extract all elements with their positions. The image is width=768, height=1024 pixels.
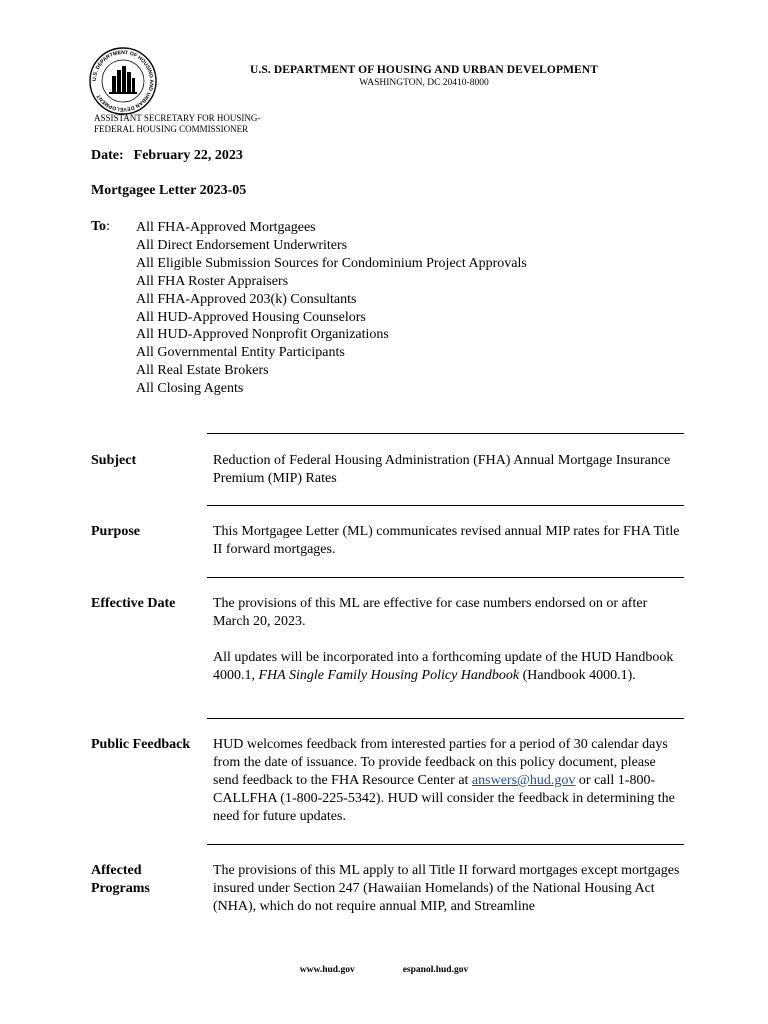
recipient-item: All Direct Endorsement Underwriters xyxy=(136,237,348,253)
footer-link-espanol[interactable]: espanol.hud.gov xyxy=(402,965,469,975)
effective-date-text: The provisions of this ML are effective for case numbers endorsed on or after March 20, 2023. xyxy=(213,596,648,629)
section-divider xyxy=(207,844,684,845)
section-divider xyxy=(207,433,684,434)
affected-label-line2: Programs xyxy=(91,881,150,896)
recipient-list xyxy=(136,219,527,398)
section-divider xyxy=(207,505,684,506)
footer xyxy=(0,965,768,975)
subject-label: Subject xyxy=(91,453,137,468)
effective-date-body xyxy=(213,595,683,685)
recipient-item: All Real Estate Brokers xyxy=(136,363,269,379)
section-divider xyxy=(207,718,684,719)
to-label-text: To xyxy=(91,219,107,234)
date-value: February 22, 2023 xyxy=(133,148,243,163)
affected-programs-label xyxy=(91,862,150,898)
feedback-email-link[interactable]: answers@hud.gov xyxy=(471,773,576,788)
affected-label-line1: Affected xyxy=(91,863,142,878)
recipient-item: All FHA-Approved Mortgagees xyxy=(136,220,316,235)
recipient-item: All HUD-Approved Nonprofit Organizations xyxy=(136,327,389,343)
seal-ring-text: U.S. DEPARTMENT OF HOUSING AND URBAN DEVELOPMENT xyxy=(91,49,155,113)
office-line-2: FEDERAL HOUSING COMMISSIONER xyxy=(94,124,249,134)
recipient-item: All HUD-Approved Housing Counselors xyxy=(136,309,366,325)
to-label-colon: : xyxy=(106,219,110,234)
department-address: WASHINGTON, DC 20410-8000 xyxy=(359,78,489,88)
handbook-title: FHA Single Family Housing Policy Handbook xyxy=(258,668,520,683)
recipient-item: All Closing Agents xyxy=(136,381,244,397)
purpose-label: Purpose xyxy=(91,524,140,539)
handbook-text-before: All updates will be incorporated into a forthcoming update of the HUD Handbook 4000.1, xyxy=(213,650,674,683)
letter-id: Mortgagee Letter 2023-05 xyxy=(91,183,247,198)
feedback-text-after: or call 1-800-CALLFHA (1-800-225-5342). HUD will consider the feedback in determining the need for future updates. xyxy=(213,773,675,824)
public-feedback-text xyxy=(213,736,683,826)
office-line-1: ASSISTANT SECRETARY FOR HOUSING- xyxy=(94,113,261,123)
date-label: Date: xyxy=(91,148,124,163)
to-label xyxy=(91,219,110,235)
recipient-item: All Eligible Submission Sources for Condominium Project Approvals xyxy=(136,255,527,271)
purpose-text: This Mortgagee Letter (ML) communicates revised annual MIP rates for FHA Title II forward mortgages. xyxy=(213,524,680,557)
section-divider xyxy=(207,577,684,578)
footer-link-hud[interactable]: www.hud.gov xyxy=(299,965,355,975)
date-line xyxy=(91,148,243,164)
recipient-item: All Governmental Entity Participants xyxy=(136,345,345,361)
affected-programs-text: The provisions of this ML apply to all Title II forward mortgages except mortgages insured under Section 247 (Hawaiian Homelands) of the National Housing Act (NHA), which do not require annual MIP, and Streamline xyxy=(213,863,680,914)
subject-text: Reduction of Federal Housing Administration (FHA) Annual Mortgage Insurance Premium (MIP) Rates xyxy=(213,453,671,486)
handbook-update-text xyxy=(213,649,683,685)
recipient-item: All FHA Roster Appraisers xyxy=(136,273,289,289)
feedback-text-before: HUD welcomes feedback from interested parties for a period of 30 calendar days from the date of issuance. To provide feedback on this policy document, please send feedback to the FHA Resource Center at xyxy=(213,737,668,788)
recipient-item: All FHA-Approved 203(k) Consultants xyxy=(136,291,357,307)
handbook-text-after: (Handbook 4000.1). xyxy=(519,668,636,683)
effective-date-label: Effective Date xyxy=(91,596,176,611)
public-feedback-label: Public Feedback xyxy=(91,737,191,752)
department-name: U.S. DEPARTMENT OF HOUSING AND URBAN DEVELOPMENT xyxy=(250,64,598,76)
